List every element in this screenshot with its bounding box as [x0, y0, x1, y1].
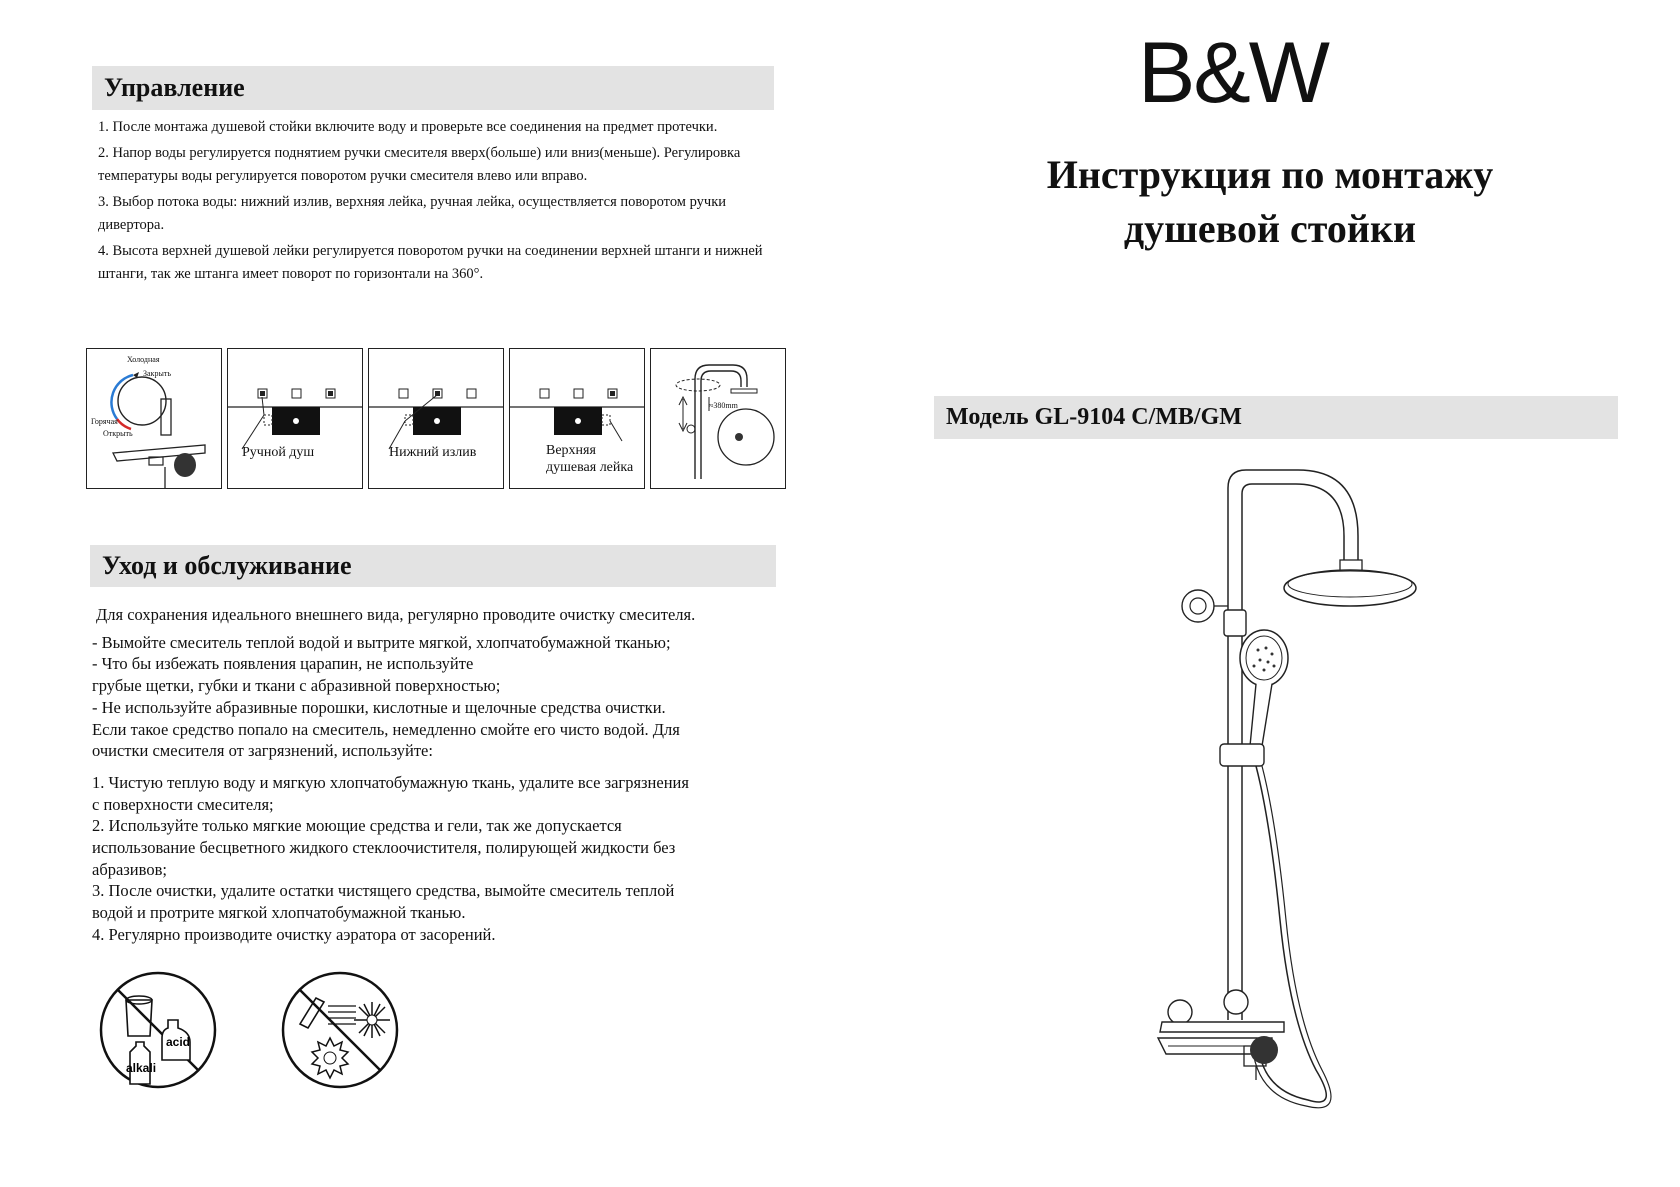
care-line: - Не используйте абразивные порошки, кислотные и щелочные средства очистки. [92, 697, 666, 717]
care-line: очистки смесителя от загрязнений, используйте: [92, 741, 433, 761]
spout-panel [368, 348, 504, 489]
control-instructions [98, 116, 778, 287]
care-heading-band [90, 545, 776, 587]
control-heading: Управление [104, 73, 245, 102]
cold-label: Холодная [127, 355, 160, 364]
care-intro: Для сохранения идеального внешнего вида, регулярно проводите очистку смесителя. [96, 605, 696, 624]
overhead-shower-label-2: душевая лейка [546, 460, 634, 475]
alkali-label: alkali [126, 1061, 157, 1075]
care-heading: Уход и обслуживание [102, 551, 352, 580]
height-dim-label: ≈380mm [709, 401, 738, 410]
brand-logo [1138, 30, 1398, 110]
overhead-shower-label-1: Верхняя [546, 443, 596, 458]
care-line: - Вымойте смеситель теплой водой и вытрите мягкой, хлопчатобумажной тканью; [92, 632, 671, 652]
brand-logo-text: B&W [1138, 30, 1328, 110]
care-step: с поверхности смесителя; [92, 794, 274, 814]
hand-shower-drawing [228, 349, 363, 489]
acid-label: acid [166, 1035, 191, 1049]
shower-stand-drawing [1140, 460, 1440, 1160]
control-item-3: 3. Выбор потока воды: нижний излив, верхняя лейка, ручная лейка, осуществляется поворотом ручки дивертора. [98, 193, 727, 233]
hand-shower-label: Ручной душ [242, 445, 315, 460]
care-step: абразивов; [92, 859, 167, 879]
hand-shower-panel [227, 348, 363, 489]
care-step: водой и протрите мягкой хлопчатобумажной тканью. [92, 903, 466, 923]
hot-label: Горячая [91, 417, 118, 426]
care-step: 2. Используйте только мягкие моющие средства и гели, так же допускается [92, 816, 622, 836]
control-item-2: 2. Напор воды регулируется поднятием ручки смесителя вверх(больше) или вниз(меньше). Регулировка температуры воды регулируется поворотом ручки смесителя влево или вправо. [98, 144, 741, 184]
overhead-shower-panel [509, 348, 645, 489]
care-step: 3. После очистки, удалите остатки чистящего средства, вымойте смеситель теплой [92, 881, 675, 901]
close-label: Закрыть [143, 369, 171, 378]
no-chemicals-icon [96, 968, 220, 1092]
height-rotation-drawing [651, 349, 786, 489]
care-step: 4. Регулярно производите очистку аэратора от засорений. [92, 924, 496, 944]
title-line-1: Инструкция по монтажу [1046, 152, 1494, 197]
control-item-1: 1. После монтажа душевой стойки включите воду и проверьте все соединения на предмет протечки. [98, 119, 718, 135]
open-label: Открыть [103, 429, 133, 438]
care-line: - Что бы избежать появления царапин, не используйте [92, 654, 474, 674]
height-rotation-panel [650, 348, 786, 489]
temperature-handle-panel [86, 348, 222, 489]
care-line: грубые щетки, губки и ткани с абразивной поверхностью; [92, 676, 501, 696]
care-step: 1. Чистую теплую воду и мягкую хлопчатобумажную ткань, удалите все загрязнения [92, 772, 689, 792]
control-heading-band [92, 66, 774, 110]
control-item-4: 4. Высота верхней душевой лейки регулируется поворотом ручки на соединении верхней штанги и нижней штанги, так же штанга имеет поворот по горизонтали на 360°. [98, 242, 763, 282]
care-step: использование бесцветного жидкого стеклоочистителя, полирующей жидкости без [92, 838, 676, 858]
model-band [934, 396, 1618, 439]
spout-label: Нижний излив [389, 445, 477, 460]
title-line-2: душевой стойки [1123, 206, 1417, 251]
document-title [960, 148, 1580, 256]
no-abrasives-icon [278, 968, 402, 1092]
care-line: Если такое средство попало на смеситель, немедленно смойте его чисто водой. Для [92, 719, 680, 739]
model-label: Модель GL-9104 C/MB/GM [946, 404, 1242, 430]
spout-drawing [369, 349, 504, 489]
care-instructions [92, 604, 792, 946]
